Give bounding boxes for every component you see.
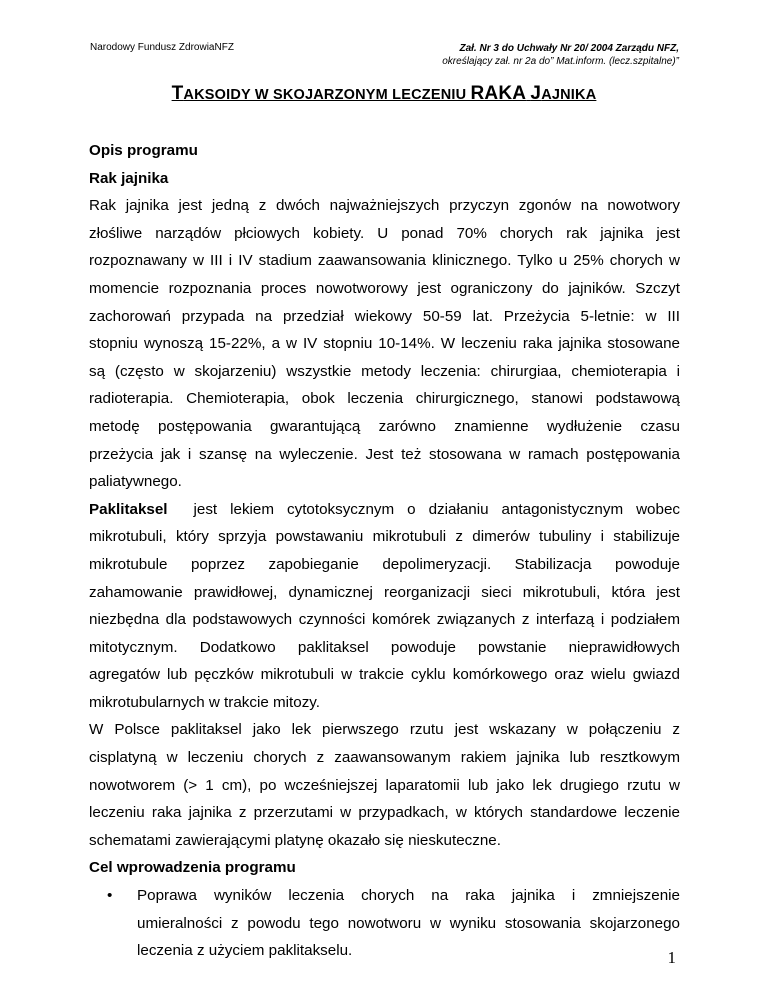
paklitaksel-term: Paklitaksel xyxy=(89,500,168,518)
section-heading-program: Opis programu xyxy=(89,142,198,159)
header-right xyxy=(442,42,679,68)
header-right-line2: określający zał. nr 2a do” Mat.inform. (lecz.szpitalne)” xyxy=(442,56,679,67)
paragraph-rak-jajnika: Rak jajnika jest jedną z dwóch najważniejszych przyczyn zgonów na nowotwory złośliwe narządów płciowych kobiety. U ponad 70% chorych rak jajnika jest rozpoznawany w III i IV stadium zaawansowania klinicznego. Tylko u 25% chorych w momencie rozpoznania proces nowotworowy jest ograniczony do jajników. Szczyt zachorowań przypada na przedział wiekowy 50-59 lat. Przeżycia 5-letnie: w III stopniu wynoszą 15-22%, a w IV stopniu 10-14%. W leczeniu raka jajnika stosowane są (często w skojarzeniu) wszystkie metody leczenia: chirurgiaa, chemioterapia i radioterapia. Chemioterapia, obok leczenia chirurgicznego, stanowi podstawową metodę postępowania gwarantującą zarówno znamienne wydłużenie czasu przeżycia jak i szansę na wyleczenie. Jest też stosowana w ramach postępowania paliatywnego. xyxy=(89,197,680,491)
page-number: 1 xyxy=(667,948,676,967)
paragraph-polska: W Polsce paklitaksel jako lek pierwszego rzutu jest wskazany w połączeniu z cisplatyną w leczeniu chorych z zaawansowanym rakiem jajnika lub resztkowym nowotworem (> 1 cm), po wcześniejszej laparatomii lub jako lek drugiego rzutu w leczeniu raka jajnika z przerzutami w przypadkach, w których standardowe leczenie schematami zawierającymi platynę okazało się nieskuteczne. xyxy=(89,721,680,849)
document-title: TAKSOIDY W SKOJARZONYM LECZENIU RAKA JAJNIKA xyxy=(171,83,597,104)
bullet-item: • Poprawa wyników leczenia chorych na raka jajnika i zmniejszenie umieralności z powodu tego nowotworu w wyniku stosowania skojarzonego leczenia z użyciem paklitakselu. xyxy=(89,882,680,965)
document-body xyxy=(89,137,680,965)
section-heading-rak: Rak jajnika xyxy=(89,169,169,187)
paragraph-paklitaksel: Paklitaksel jest lekiem cytotoksycznym o działaniu antagonistycznym wobec mikrotubuli, który sprzyja powstawaniu mikrotubuli z dimerów tubuliny i stabilizuje mikrotubule poprzez zapobieganie depolimeryzacji. Stabilizacja powoduje zahamowanie prawidłowej, dynamicznej reorganizacji sieci mikrotubuli, która jest niezbędna dla podstawowych czynności komórek związanych z interfazą i podziałem mitotycznym. Dodatkowo paklitaksel powoduje powstanie nieprawidłowych agregatów lub pęczków mikrotubuli w trakcie cyklu komórkowego oraz wielu gwiazd mikrotubularnych w trakcie mitozy. xyxy=(89,500,680,711)
header-left: Narodowy Fundusz ZdrowiaNFZ xyxy=(90,42,234,53)
section-heading-cel: Cel wprowadzenia programu xyxy=(89,859,296,877)
bullet-dot-icon: • xyxy=(107,887,113,905)
header-right-line1: Zał. Nr 3 do Uchwały Nr 20/ 2004 Zarządu NFZ, xyxy=(459,43,679,54)
